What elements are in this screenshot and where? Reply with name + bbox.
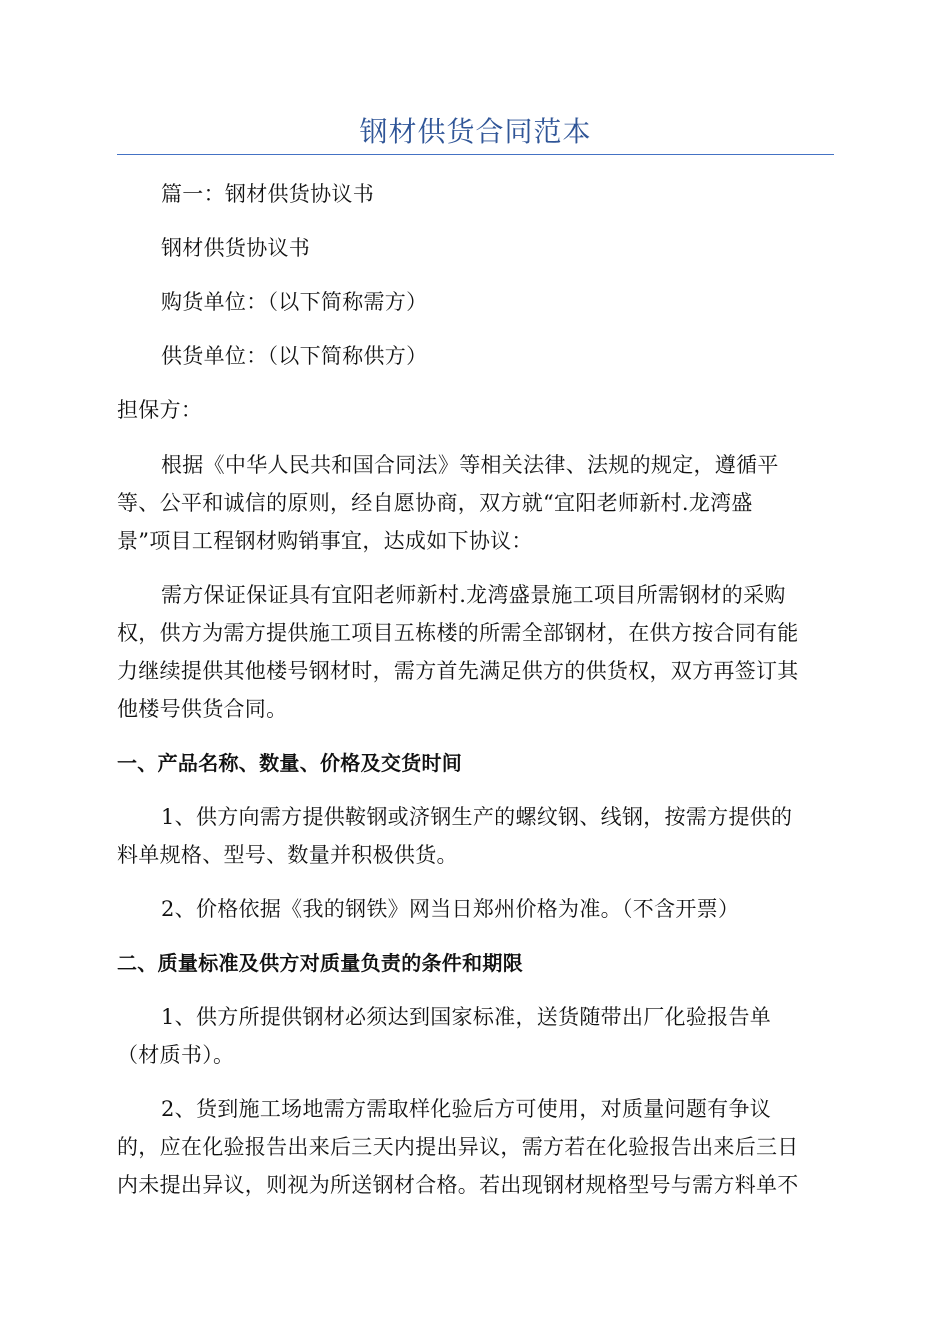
- text-line: 2、价格依据《我的钢铁》网当日郑州价格为准。（不含开票）: [161, 897, 740, 921]
- text-line: 的，应在化验报告出来后三天内提出异议，需方若在化验报告出来后三日: [117, 1135, 799, 1159]
- section-heading: 一、产品名称、数量、价格及交货时间: [117, 751, 463, 775]
- text-line: 篇一：钢材供货协议书: [161, 182, 374, 206]
- text-line: 需方保证保证具有宜阳老师新村.龙湾盛景施工项目所需钢材的采购: [161, 583, 786, 607]
- text-line: 1、供方向需方提供鞍钢或济钢生产的螺纹钢、线钢，按需方提供的: [161, 805, 793, 829]
- text-line: 1、供方所提供钢材必须达到国家标准，送货随带出厂化验报告单: [161, 1005, 772, 1029]
- text-line: 料单规格、型号、数量并积极供货。: [117, 843, 458, 867]
- text-line: 他楼号供货合同。: [117, 697, 288, 721]
- section-heading: 二、质量标准及供方对质量负责的条件和期限: [117, 951, 523, 975]
- text-line: 购货单位：（以下简称需方）: [161, 290, 428, 314]
- text-line: 钢材供货协议书: [161, 236, 311, 260]
- document-title: 钢材供货合同范本: [359, 115, 592, 148]
- text-line: 力继续提供其他楼号钢材时，需方首先满足供方的供货权，双方再签订其: [117, 659, 799, 683]
- text-line: 景”项目工程钢材购销事宜，达成如下协议：: [117, 529, 533, 553]
- text-line: 等、公平和诚信的原则，经自愿协商，双方就“宜阳老师新村.龙湾盛: [117, 491, 753, 515]
- text-line: 根据《中华人民共和国合同法》等相关法律、法规的规定，遵循平: [161, 453, 779, 477]
- text-line: 内未提出异议，则视为所送钢材合格。若出现钢材规格型号与需方料单不: [117, 1173, 799, 1197]
- text-line: 供货单位：（以下简称供方）: [161, 344, 428, 368]
- text-line: 担保方：: [117, 398, 203, 422]
- title-underline: [117, 154, 834, 155]
- text-line: 2、货到施工场地需方需取样化验后方可使用，对质量问题有争议: [161, 1097, 772, 1121]
- text-line: （材质书）。: [117, 1043, 235, 1067]
- text-line: 权，供方为需方提供施工项目五栋楼的所需全部钢材，在供方按合同有能: [117, 621, 799, 645]
